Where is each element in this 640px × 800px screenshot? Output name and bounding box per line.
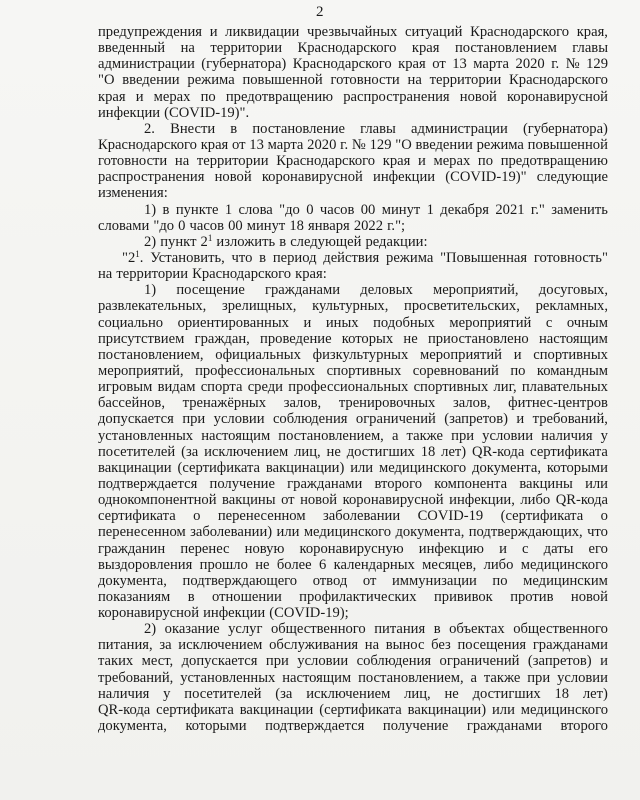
document-body	[98, 24, 608, 734]
text-line: присутствием граждан, проведение которых не приостановлено настоящим	[98, 330, 608, 347]
text-line: предупреждения и ликвидации чрезвычайных ситуаций Краснодарского края,	[98, 24, 608, 40]
text-line: показаниям в отношении профилактических прививок против новой	[98, 588, 608, 605]
text-line: посетителей (за исключением лиц, не достигших 18 лет) QR-кода сертификата	[98, 443, 608, 460]
text-line: "$2^1$. Установить, что в период действия режима "Повышенная готовность"	[122, 248, 608, 266]
text-line: на территории Краснодарского края:	[98, 266, 327, 283]
text-line: мероприятий, профессиональных спортивных соревнований по командным	[98, 362, 608, 379]
text-line: социально ориентированных и иных подобных мероприятий с очным	[98, 314, 608, 331]
text-line: распространения новой коронавирусной инфекции (COVID-19)" следующие	[98, 169, 608, 186]
text-line: таких мест, допускается при условии соблюдения ограничений (запретов) и	[98, 653, 608, 670]
text-line: установленных настоящим постановлением, а также при условии наличия у	[98, 427, 608, 444]
text-line: сертификата о перенесенном заболевании COVID-19 (сертификата о	[98, 508, 608, 525]
text-line: готовности на территории Краснодарского края и мерах по предотвращению	[98, 153, 608, 170]
text-line: Краснодарского края от 13 марта 2020 г. № 129 "О введении режима повышенной	[98, 136, 608, 153]
text-line: вакцинации (сертификата вакцинации) или медицинского документа, которыми	[98, 459, 608, 476]
text-line: развлекательных, зрелищных, культурных, просветительских, рекламных,	[98, 298, 608, 315]
text-line: перенесенном заболевании) или медицинского документа, подтверждающих, что	[98, 524, 608, 541]
text-line: коронавирусной инфекции (COVID-19);	[98, 605, 349, 622]
text-line: 2. Внести в постановление главы администрации (губернатора)	[144, 120, 608, 137]
text-line: требований, установленных настоящим постановлением, а также при условии	[98, 669, 608, 686]
text-line: питания, за исключением обслуживания на вынос без посещения гражданами	[98, 637, 608, 654]
text-line: словами "до 0 часов 00 минут 18 января 2022 г.";	[98, 217, 406, 234]
text-line: 1) посещение гражданами деловых мероприятий, досуговых,	[144, 282, 608, 299]
text-line: наличия у посетителей (за исключением лиц, не достигших 18 лет)	[98, 685, 608, 702]
text-line: документа, которыми подтверждается получение гражданами второго	[98, 718, 608, 735]
text-line: "О введении режима повышенной готовности на территории Краснодарского	[98, 72, 608, 89]
text-line: игровым видам спорта среди профессиональных спортивных лиг, плавательных	[98, 379, 608, 396]
page-number: 2	[316, 4, 324, 20]
text-line: гражданин перенес новую коронавирусную инфекцию и с даты его	[98, 540, 608, 557]
text-line: документа, подтверждающего отвод от иммунизации по медицинским	[98, 572, 608, 589]
text-line: постановлением, официальных физкультурных мероприятий и спортивных	[98, 346, 608, 363]
text-line: 2) оказание услуг общественного питания в объектах общественного	[144, 621, 608, 638]
text-line: однокомпонентной вакцины от новой коронавирусной инфекции, либо QR-кода	[98, 492, 608, 509]
text-line: инфекции (COVID-19)".	[98, 104, 250, 121]
text-line: выздоровления прошло не более 6 календарных месяцев, либо медицинского	[98, 556, 608, 573]
text-line: бассейнов, тренажёрных залов, тренировочных залов, фитнес-центров	[98, 395, 608, 412]
text-line: допускается при условии соблюдения ограничений (запретов) и требований,	[98, 411, 608, 428]
text-line: QR-кода сертификата вакцинации (сертификата вакцинации) или медицинского	[98, 701, 608, 718]
text-line: края и мерах по предотвращению распространения новой коронавирусной	[98, 88, 608, 105]
text-line: 1) в пункте 1 слова "до 0 часов 00 минут 1 декабря 2021 г." заменить	[144, 201, 608, 218]
text-line: подтверждается получение гражданами второго компонента вакцины или	[98, 475, 608, 492]
text-line: администрации (губернатора) Краснодарского края от 13 марта 2020 г. № 129	[98, 56, 608, 73]
text-line: изменения:	[98, 185, 168, 202]
text-line: введенный на территории Краснодарского края постановлением главы	[98, 40, 608, 57]
text-line: 2) пункт $2^1$ изложить в следующей редакции:	[144, 232, 428, 250]
